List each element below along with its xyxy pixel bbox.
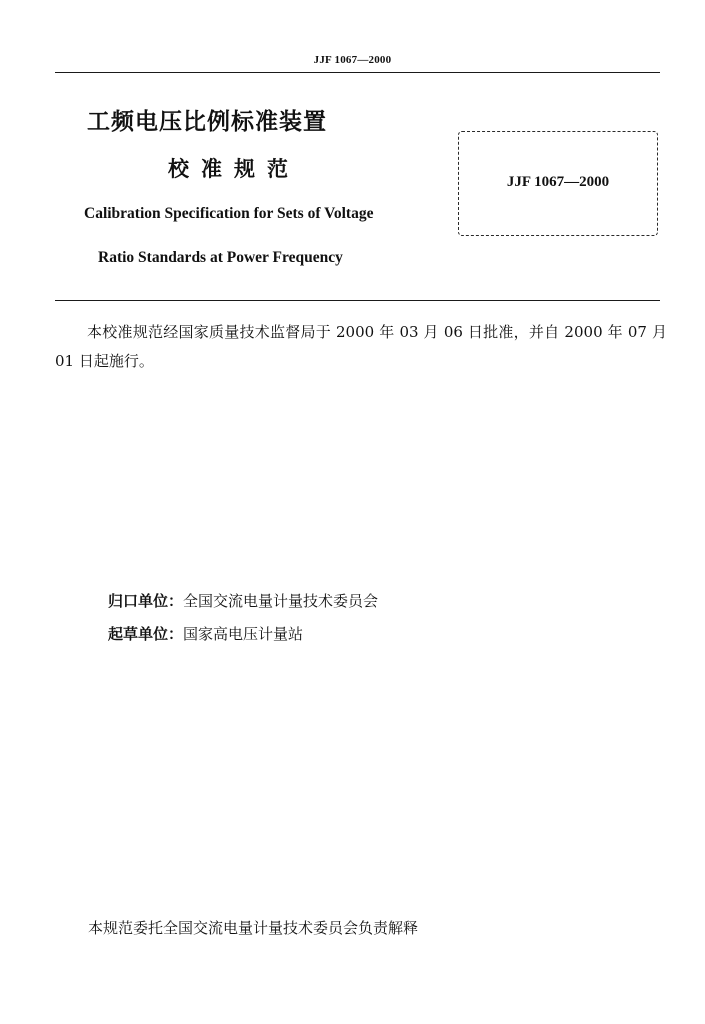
middle-rule xyxy=(55,300,660,301)
responsible-unit-label: 归口单位： xyxy=(108,592,184,610)
drafting-unit-row xyxy=(108,623,303,644)
title-cn-line2: 校准规范 xyxy=(168,157,300,181)
responsible-unit-row xyxy=(108,590,378,611)
top-rule xyxy=(55,72,660,73)
approval-paragraph: 本校准规范经国家质量技术监督局于 2000 年 03 月 06 日批准，并自 2000 年 07 月 01 日起施行。 xyxy=(55,323,667,370)
drafting-unit-label: 起草单位： xyxy=(108,625,184,643)
title-en-line1: Calibration Specification for Sets of Voltage xyxy=(84,205,374,222)
title-cn-line1: 工频电压比例标准装置 xyxy=(87,109,327,135)
code-box-text: JJF 1067—2000 xyxy=(506,174,610,190)
header-code: JJF 1067—2000 xyxy=(313,54,392,66)
drafting-unit-value: 国家高电压计量站 xyxy=(183,625,304,643)
interpretation-note: 本规范委托全国交流电量计量技术委员会负责解释 xyxy=(88,919,419,937)
title-en-line2: Ratio Standards at Power Frequency xyxy=(98,249,343,266)
responsible-unit-value: 全国交流电量计量技术委员会 xyxy=(183,592,379,610)
